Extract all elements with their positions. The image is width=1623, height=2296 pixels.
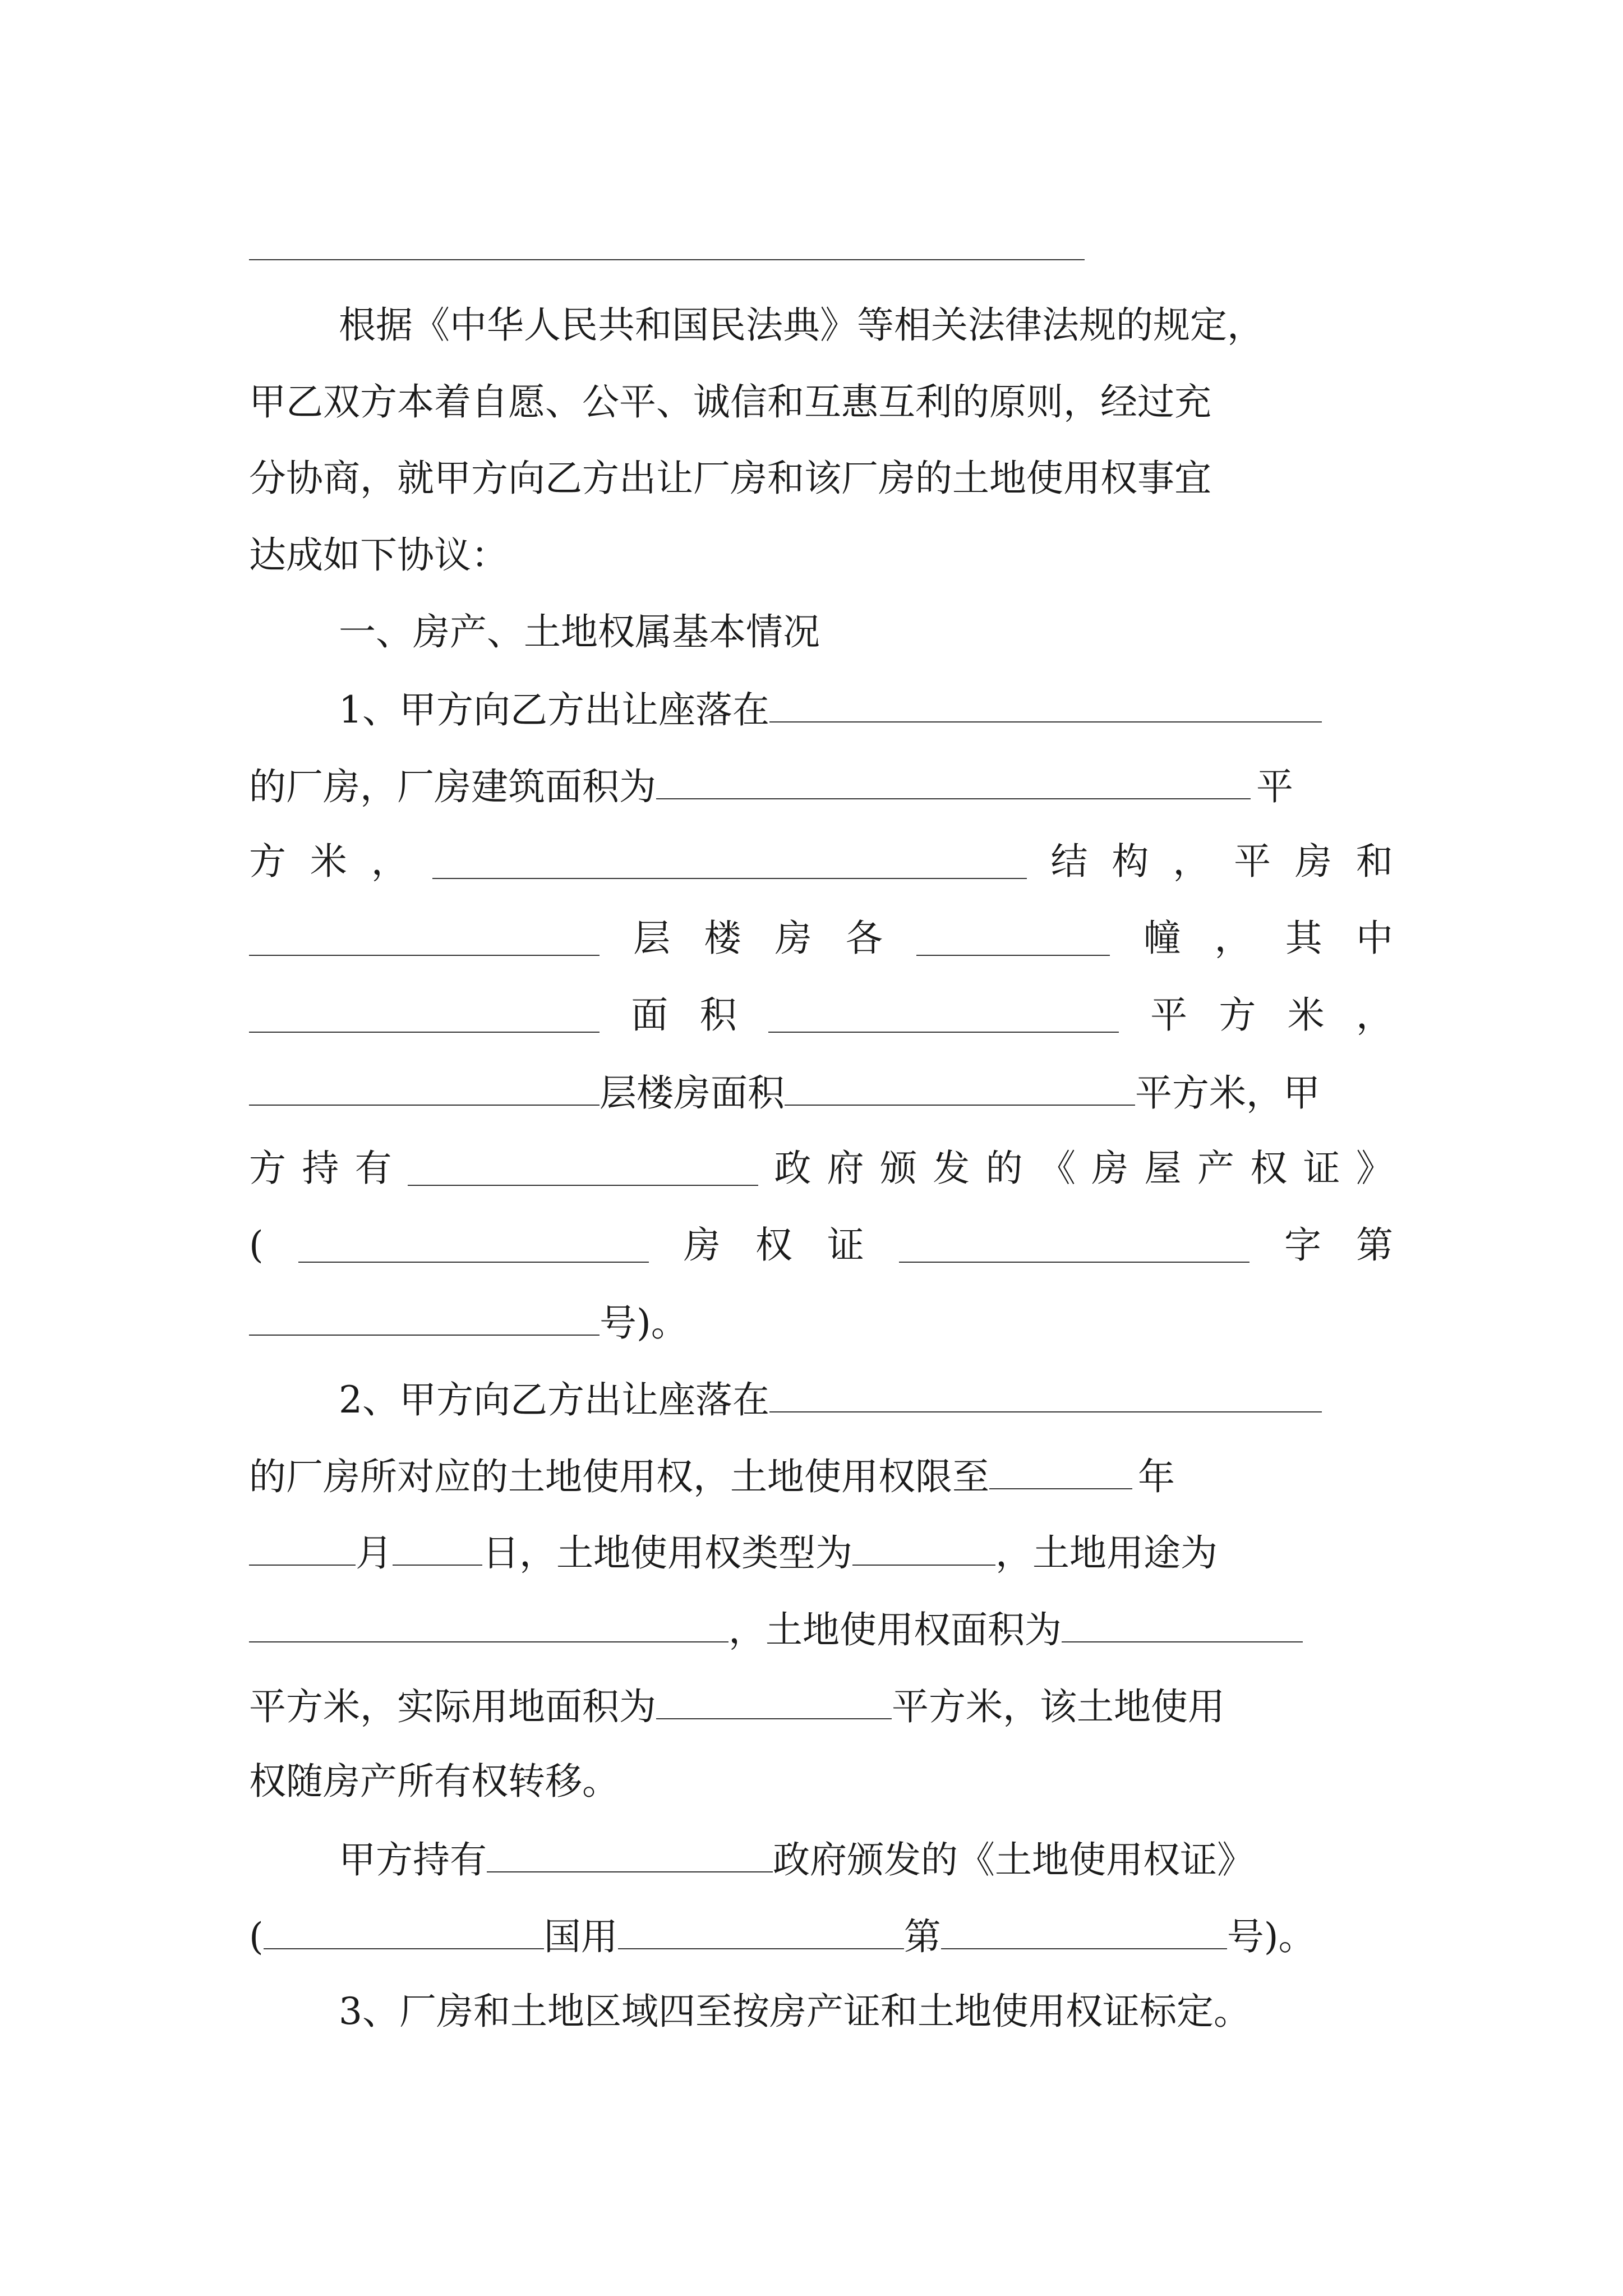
item2-line-1 bbox=[249, 1368, 1483, 1429]
item1-line-1 bbox=[249, 678, 1483, 739]
item2-text: ( bbox=[249, 1915, 264, 1958]
item1-char: 平 bbox=[1234, 840, 1271, 883]
land-use-blank[interactable] bbox=[249, 1598, 728, 1642]
item1-line-4 bbox=[249, 908, 1393, 969]
item2-text: 月 bbox=[356, 1531, 393, 1575]
item1-char: 房 bbox=[774, 917, 812, 960]
location-blank[interactable] bbox=[769, 678, 1322, 723]
item1-char: 平 bbox=[1150, 993, 1188, 1037]
item1-char: 证 bbox=[1303, 1147, 1340, 1190]
land-location-blank[interactable] bbox=[769, 1368, 1322, 1412]
actual-land-area-blank[interactable] bbox=[656, 1674, 892, 1719]
item1-char: 米 bbox=[1287, 993, 1325, 1037]
land-cert-number-blank[interactable] bbox=[941, 1904, 1227, 1949]
item2-line-4 bbox=[249, 1598, 1393, 1659]
floors-blank[interactable] bbox=[249, 911, 600, 956]
item1-char: 各 bbox=[845, 917, 883, 960]
section-heading: 一、房产、土地权属基本情况 bbox=[339, 610, 820, 654]
item2-line-2 bbox=[249, 1444, 1393, 1506]
item2-text: 号)。 bbox=[1227, 1915, 1316, 1958]
item1-char: 证 bbox=[827, 1223, 864, 1267]
item1-char: ， bbox=[371, 840, 408, 883]
building-count-blank[interactable] bbox=[916, 911, 1110, 956]
land-type-blank[interactable] bbox=[852, 1521, 995, 1566]
item2-text: 第 bbox=[903, 1915, 941, 1958]
item1-char: 第 bbox=[1355, 1223, 1393, 1267]
item2-text: 国用 bbox=[543, 1915, 618, 1958]
item1-line-8 bbox=[249, 1214, 1393, 1276]
item1-char: 结 bbox=[1050, 840, 1088, 883]
intro-line-4: 达成如下协议： bbox=[249, 533, 508, 577]
term-day-blank[interactable] bbox=[393, 1521, 482, 1566]
item1-char: 中 bbox=[1355, 917, 1393, 960]
item1-text: 的厂房，厂房建筑面积为 bbox=[249, 765, 656, 808]
item1-char: ， bbox=[1355, 993, 1393, 1037]
item2-text: 平方米，该土地使用 bbox=[892, 1685, 1225, 1728]
building-area-blank[interactable] bbox=[656, 754, 1251, 799]
item1-char: 政 bbox=[774, 1147, 811, 1190]
item1-char: 字 bbox=[1284, 1223, 1321, 1267]
header-blank-line bbox=[249, 259, 1085, 260]
item2-text: ，土地用途为 bbox=[995, 1531, 1218, 1575]
item1-line-7 bbox=[249, 1138, 1393, 1199]
term-year-blank[interactable] bbox=[989, 1444, 1132, 1489]
item1-char: 府 bbox=[827, 1147, 864, 1190]
item1-text: 号)。 bbox=[600, 1301, 688, 1345]
land-government-blank[interactable] bbox=[487, 1828, 773, 1872]
land-cert-prefix-blank[interactable] bbox=[264, 1904, 544, 1949]
land-cert-word-blank[interactable] bbox=[618, 1904, 904, 1949]
item1-char: 颁 bbox=[879, 1147, 917, 1190]
land-area-blank[interactable] bbox=[1062, 1598, 1303, 1642]
item1-text: 平方米，甲 bbox=[1135, 1071, 1320, 1115]
item1-line-2 bbox=[249, 754, 1393, 816]
item2-line-6: 权随房产所有权转移。 bbox=[249, 1760, 619, 1803]
house-cert-prefix-blank[interactable] bbox=[298, 1218, 649, 1263]
item1-line-3 bbox=[249, 831, 1393, 892]
item2-text: ，土地使用权面积为 bbox=[728, 1608, 1062, 1651]
item1-char: 其 bbox=[1285, 917, 1322, 960]
item1-char: 楼 bbox=[704, 917, 741, 960]
item2-text: 日，土地使用权类型为 bbox=[482, 1531, 852, 1575]
item1-char: ( bbox=[249, 1223, 264, 1267]
sub-area-blank[interactable] bbox=[768, 988, 1119, 1033]
item1-char: ， bbox=[1214, 917, 1252, 960]
item1-line-5 bbox=[249, 984, 1393, 1046]
item1-char: 积 bbox=[699, 993, 737, 1037]
item2-line-8 bbox=[249, 1904, 1393, 1966]
item1-char: 发 bbox=[933, 1147, 970, 1190]
item2-line-7 bbox=[249, 1828, 1483, 1889]
structure-blank[interactable] bbox=[432, 834, 1027, 879]
house-cert-number-blank[interactable] bbox=[249, 1291, 600, 1336]
item2-text: 2、甲方向乙方出让座落在 bbox=[339, 1378, 769, 1421]
item2-text: 的厂房所对应的土地使用权，土地使用权限至 bbox=[249, 1455, 989, 1498]
item1-char: 构 bbox=[1112, 840, 1149, 883]
item1-char: 方 bbox=[249, 840, 286, 883]
item1-char: 方 bbox=[249, 1147, 286, 1190]
item1-char: 产 bbox=[1197, 1147, 1234, 1190]
item2-line-3 bbox=[249, 1521, 1393, 1582]
item1-char: 的 bbox=[985, 1147, 1023, 1190]
item1-char: ， bbox=[1173, 840, 1210, 883]
item1-char: 房 bbox=[1091, 1147, 1129, 1190]
item1-char: 持 bbox=[302, 1147, 339, 1190]
item1-line-9 bbox=[249, 1291, 1393, 1352]
intro-line-2: 甲乙双方本着自愿、公平、诚信和互惠互利的原则，经过充 bbox=[249, 380, 1211, 424]
item1-char: 幢 bbox=[1144, 917, 1181, 960]
item1-char: 房 bbox=[683, 1223, 721, 1267]
item2-text: 甲方持有 bbox=[339, 1838, 487, 1881]
house-cert-word-blank[interactable] bbox=[899, 1218, 1249, 1263]
item3-line: 3、厂房和土地区域四至按房产证和土地使用权证标定。 bbox=[339, 1990, 1251, 2033]
floor-area-blank[interactable] bbox=[785, 1061, 1135, 1106]
item1-char: 权 bbox=[1250, 1147, 1288, 1190]
intro-line-1: 根据《中华人民共和国民法典》等相关法律法规的规定， bbox=[339, 303, 1264, 347]
item2-text: 平方米，实际用地面积为 bbox=[249, 1685, 656, 1728]
term-month-blank[interactable] bbox=[249, 1521, 356, 1566]
floor-count-blank[interactable] bbox=[249, 1061, 600, 1106]
item1-char: 房 bbox=[1295, 840, 1332, 883]
item1-text: 平 bbox=[1256, 765, 1293, 808]
item2-text: 政府颁发的《土地使用权证》 bbox=[773, 1838, 1254, 1881]
item1-char: 面 bbox=[631, 993, 668, 1037]
government-blank[interactable] bbox=[408, 1141, 758, 1186]
building-type-blank[interactable] bbox=[249, 988, 600, 1033]
item1-char: 方 bbox=[1219, 993, 1256, 1037]
item2-text: 年 bbox=[1138, 1455, 1175, 1498]
item1-char: 米 bbox=[310, 840, 347, 883]
item2-line-5 bbox=[249, 1674, 1393, 1736]
item1-char: 屋 bbox=[1144, 1147, 1182, 1190]
item1-char: 有 bbox=[354, 1147, 392, 1190]
item1-char: 权 bbox=[755, 1223, 792, 1267]
item1-char: 《 bbox=[1038, 1147, 1076, 1190]
item1-text: 层楼房面积 bbox=[600, 1071, 785, 1115]
item1-line-6 bbox=[249, 1061, 1393, 1122]
intro-line-3: 分协商，就甲方向乙方出让厂房和该厂房的土地使用权事宜 bbox=[249, 457, 1211, 500]
item1-char: 层 bbox=[633, 917, 671, 960]
item1-text: 1、甲方向乙方出让座落在 bbox=[339, 688, 769, 731]
item1-char: 》 bbox=[1355, 1147, 1393, 1190]
item1-char: 和 bbox=[1355, 840, 1393, 883]
